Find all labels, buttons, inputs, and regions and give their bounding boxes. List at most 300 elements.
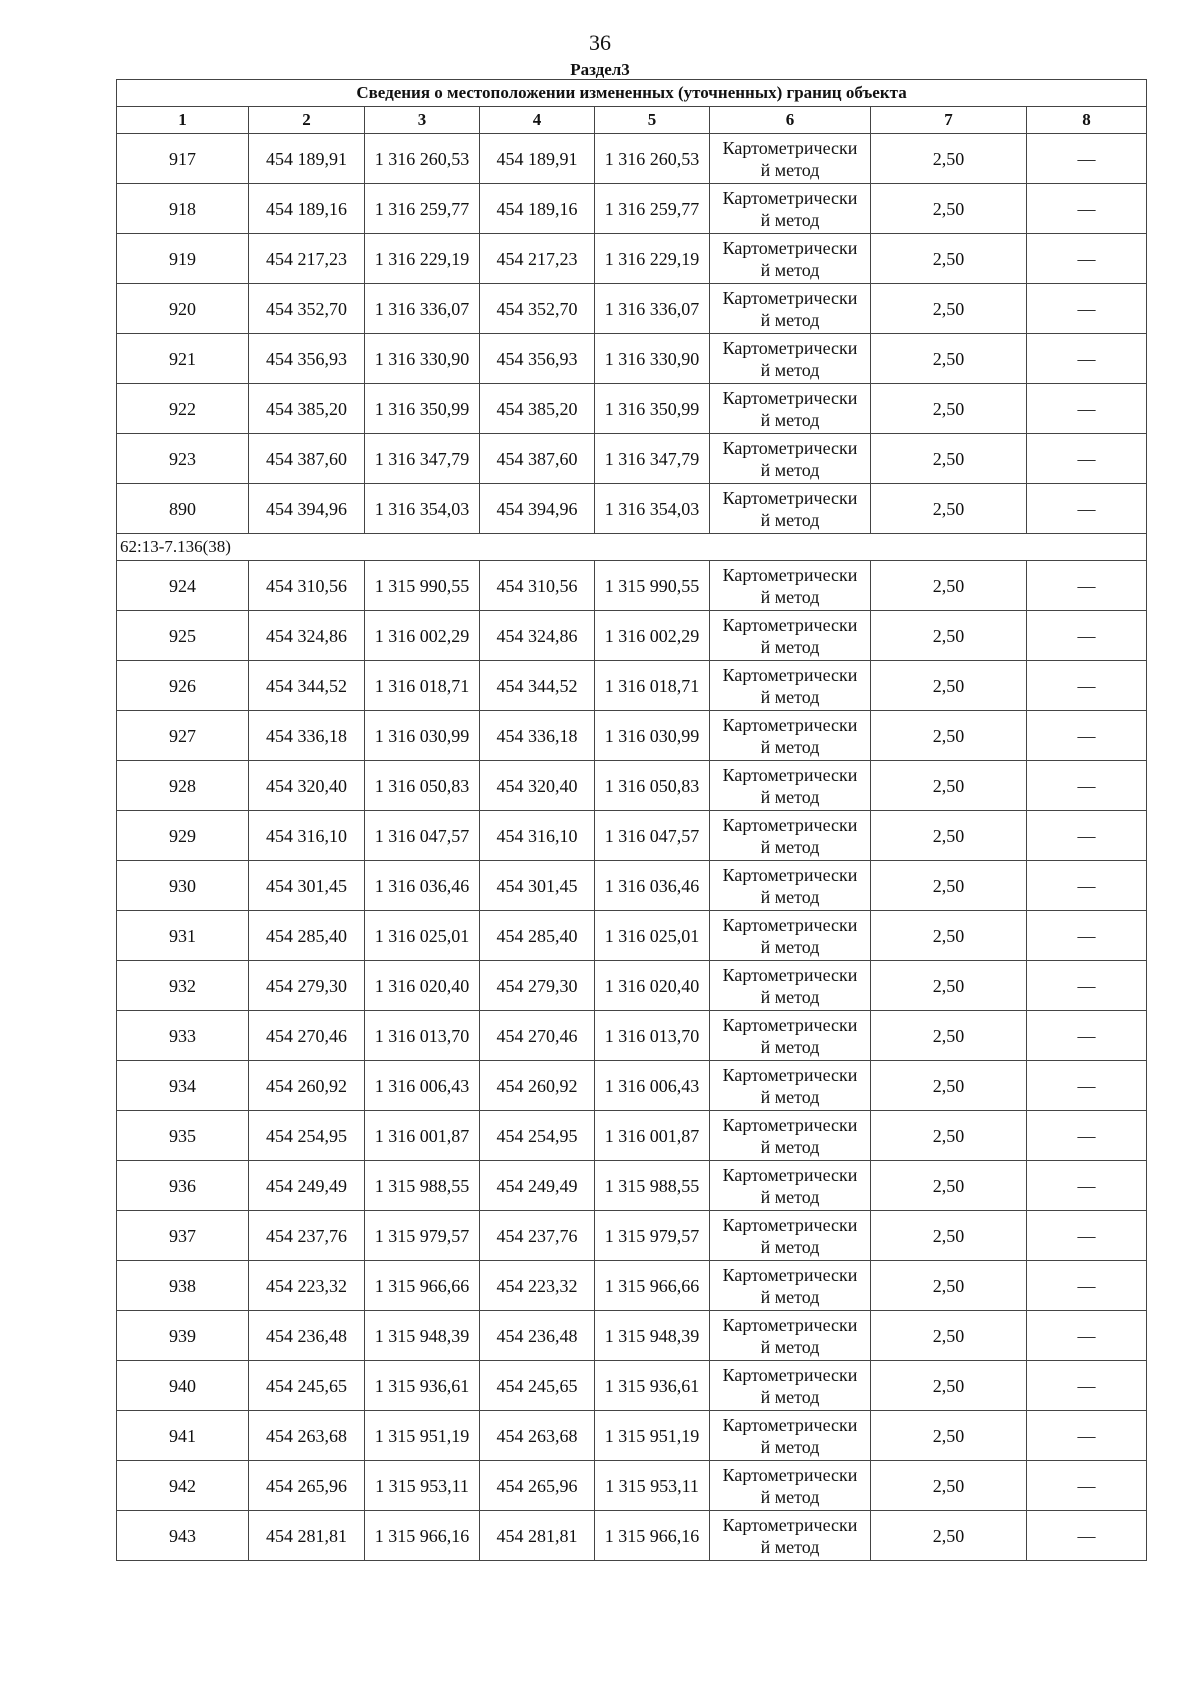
coord-x-cell: 454 217,23 — [480, 234, 595, 284]
method-text-line: й метод — [760, 886, 820, 907]
method-cell — [710, 961, 871, 1011]
coord-x-cell: 454 344,52 — [480, 661, 595, 711]
coord-x-cell: 454 189,16 — [480, 184, 595, 234]
column-8-cell: — — [1027, 711, 1147, 761]
coord-x-cell: 454 301,45 — [480, 861, 595, 911]
method-cell — [710, 1011, 871, 1061]
coord-x-cell: 454 387,60 — [480, 434, 595, 484]
coord-x-cell: 454 279,30 — [480, 961, 595, 1011]
coord-x-cell: 454 320,40 — [249, 761, 365, 811]
point-number-cell: 939 — [117, 1311, 249, 1361]
method-text-line: Картометрически — [722, 1514, 858, 1535]
table-row — [117, 1361, 1147, 1411]
coord-x-cell: 454 352,70 — [480, 284, 595, 334]
coord-y-cell: 1 316 336,07 — [365, 284, 480, 334]
coord-y-cell: 1 315 948,39 — [595, 1311, 710, 1361]
point-number-cell: 943 — [117, 1511, 249, 1561]
point-number-cell: 923 — [117, 434, 249, 484]
point-number-cell: 920 — [117, 284, 249, 334]
method-text-line: Картометрически — [722, 864, 858, 885]
coord-y-cell: 1 316 006,43 — [595, 1061, 710, 1111]
method-text-line: Картометрически — [722, 914, 858, 935]
accuracy-cell: 2,50 — [871, 1311, 1027, 1361]
coord-x-cell: 454 237,76 — [480, 1211, 595, 1261]
coord-y-cell: 1 316 350,99 — [365, 384, 480, 434]
coord-y-cell: 1 316 336,07 — [595, 284, 710, 334]
coord-y-cell: 1 315 966,66 — [365, 1261, 480, 1311]
coord-x-cell: 454 236,48 — [480, 1311, 595, 1361]
coord-y-cell: 1 315 966,66 — [595, 1261, 710, 1311]
method-text-line: Картометрически — [722, 964, 858, 985]
method-text-line: й метод — [760, 586, 820, 607]
coord-y-cell: 1 316 229,19 — [365, 234, 480, 284]
accuracy-cell: 2,50 — [871, 861, 1027, 911]
column-header: 6 — [710, 107, 871, 134]
method-cell — [710, 1061, 871, 1111]
coord-x-cell: 454 394,96 — [480, 484, 595, 534]
coord-y-cell: 1 315 951,19 — [595, 1411, 710, 1461]
coord-x-cell: 454 189,91 — [249, 134, 365, 184]
section-title: Раздел3 — [570, 60, 630, 79]
coord-y-cell: 1 316 330,90 — [365, 334, 480, 384]
method-text-line: Картометрически — [722, 714, 858, 735]
method-cell — [710, 484, 871, 534]
coord-x-cell: 454 254,95 — [249, 1111, 365, 1161]
column-header: 4 — [480, 107, 595, 134]
point-number-cell: 927 — [117, 711, 249, 761]
method-text-line: Картометрически — [722, 337, 858, 358]
method-text-line: Картометрически — [722, 1214, 858, 1235]
coord-y-cell: 1 315 951,19 — [365, 1411, 480, 1461]
column-8-cell: — — [1027, 1161, 1147, 1211]
accuracy-cell: 2,50 — [871, 134, 1027, 184]
point-number-cell: 938 — [117, 1261, 249, 1311]
method-text-line: й метод — [760, 1386, 820, 1407]
accuracy-cell: 2,50 — [871, 1161, 1027, 1211]
coord-x-cell: 454 387,60 — [249, 434, 365, 484]
coord-x-cell: 454 237,76 — [249, 1211, 365, 1261]
method-text-line: й метод — [760, 786, 820, 807]
coord-x-cell: 454 281,81 — [480, 1511, 595, 1561]
method-text-line: й метод — [760, 736, 820, 757]
coord-x-cell: 454 301,45 — [249, 861, 365, 911]
coord-x-cell: 454 385,20 — [249, 384, 365, 434]
method-cell — [710, 561, 871, 611]
coord-x-cell: 454 249,49 — [480, 1161, 595, 1211]
coord-x-cell: 454 281,81 — [249, 1511, 365, 1561]
table-row — [117, 434, 1147, 484]
column-8-cell: — — [1027, 284, 1147, 334]
coord-y-cell: 1 315 990,55 — [595, 561, 710, 611]
method-text-line: й метод — [760, 1136, 820, 1157]
method-text-line: й метод — [760, 159, 820, 180]
coord-y-cell: 1 316 260,53 — [595, 134, 710, 184]
accuracy-cell: 2,50 — [871, 1061, 1027, 1111]
table-row — [117, 384, 1147, 434]
method-text-line: Картометрически — [722, 487, 858, 508]
method-text-line: Картометрически — [722, 1164, 858, 1185]
coord-y-cell: 1 316 047,57 — [595, 811, 710, 861]
method-text-line: Картометрически — [722, 564, 858, 585]
coord-y-cell: 1 315 988,55 — [365, 1161, 480, 1211]
coord-y-cell: 1 316 047,57 — [365, 811, 480, 861]
coord-y-cell: 1 315 936,61 — [365, 1361, 480, 1411]
column-header: 3 — [365, 107, 480, 134]
method-cell — [710, 1511, 871, 1561]
coord-x-cell: 454 316,10 — [480, 811, 595, 861]
coord-y-cell: 1 315 936,61 — [595, 1361, 710, 1411]
method-cell — [710, 1111, 871, 1161]
coord-x-cell: 454 270,46 — [249, 1011, 365, 1061]
point-number-cell: 940 — [117, 1361, 249, 1411]
table-row — [117, 284, 1147, 334]
accuracy-cell: 2,50 — [871, 761, 1027, 811]
accuracy-cell: 2,50 — [871, 911, 1027, 961]
method-text-line: й метод — [760, 636, 820, 657]
coord-y-cell: 1 315 966,16 — [365, 1511, 480, 1561]
coord-y-cell: 1 316 347,79 — [595, 434, 710, 484]
coord-y-cell: 1 315 979,57 — [595, 1211, 710, 1261]
coord-x-cell: 454 336,18 — [249, 711, 365, 761]
method-cell — [710, 1261, 871, 1311]
method-text-line: й метод — [760, 986, 820, 1007]
method-text-line: Картометрически — [722, 187, 858, 208]
column-8-cell: — — [1027, 184, 1147, 234]
column-header-row — [117, 107, 1147, 134]
coord-y-cell: 1 316 050,83 — [365, 761, 480, 811]
table-title: Сведения о местоположении измененных (уточненных) границ объекта — [117, 80, 1147, 107]
method-cell — [710, 1161, 871, 1211]
coord-y-cell: 1 316 259,77 — [595, 184, 710, 234]
accuracy-cell: 2,50 — [871, 1011, 1027, 1061]
method-text-line: й метод — [760, 1086, 820, 1107]
group-label: 62:13-7.136(38) — [117, 534, 1147, 561]
coord-x-cell: 454 285,40 — [480, 911, 595, 961]
method-cell — [710, 861, 871, 911]
coord-x-cell: 454 356,93 — [480, 334, 595, 384]
column-8-cell: — — [1027, 1111, 1147, 1161]
table-row — [117, 484, 1147, 534]
coord-x-cell: 454 394,96 — [249, 484, 365, 534]
coord-x-cell: 454 245,65 — [249, 1361, 365, 1411]
column-8-cell: — — [1027, 1461, 1147, 1511]
accuracy-cell: 2,50 — [871, 1411, 1027, 1461]
method-cell — [710, 384, 871, 434]
coord-x-cell: 454 336,18 — [480, 711, 595, 761]
coord-x-cell: 454 189,91 — [480, 134, 595, 184]
table-row — [117, 711, 1147, 761]
method-text-line: й метод — [760, 1186, 820, 1207]
coord-x-cell: 454 352,70 — [249, 284, 365, 334]
table-row — [117, 611, 1147, 661]
column-header: 5 — [595, 107, 710, 134]
coord-y-cell: 1 316 025,01 — [365, 911, 480, 961]
point-number-cell: 924 — [117, 561, 249, 611]
method-text-line: Картометрически — [722, 1314, 858, 1335]
coord-x-cell: 454 279,30 — [249, 961, 365, 1011]
coord-x-cell: 454 254,95 — [480, 1111, 595, 1161]
accuracy-cell: 2,50 — [871, 284, 1027, 334]
column-8-cell: — — [1027, 761, 1147, 811]
column-8-cell: — — [1027, 811, 1147, 861]
coord-x-cell: 454 356,93 — [249, 334, 365, 384]
coord-y-cell: 1 316 259,77 — [365, 184, 480, 234]
coord-x-cell: 454 265,96 — [480, 1461, 595, 1511]
point-number-cell: 935 — [117, 1111, 249, 1161]
column-header: 7 — [871, 107, 1027, 134]
coord-x-cell: 454 223,32 — [249, 1261, 365, 1311]
table-title-row — [117, 80, 1147, 107]
coord-x-cell: 454 385,20 — [480, 384, 595, 434]
method-cell — [710, 134, 871, 184]
method-text-line: й метод — [760, 459, 820, 480]
coord-x-cell: 454 324,86 — [480, 611, 595, 661]
method-text-line: й метод — [760, 309, 820, 330]
coord-y-cell: 1 315 979,57 — [365, 1211, 480, 1261]
method-text-line: Картометрически — [722, 614, 858, 635]
coord-x-cell: 454 285,40 — [249, 911, 365, 961]
coord-x-cell: 454 263,68 — [480, 1411, 595, 1461]
method-text-line: Картометрически — [722, 1464, 858, 1485]
column-8-cell: — — [1027, 1061, 1147, 1111]
coord-y-cell: 1 316 354,03 — [595, 484, 710, 534]
point-number-cell: 941 — [117, 1411, 249, 1461]
table-row — [117, 234, 1147, 284]
column-8-cell: — — [1027, 1411, 1147, 1461]
method-cell — [710, 434, 871, 484]
coord-y-cell: 1 315 953,11 — [595, 1461, 710, 1511]
accuracy-cell: 2,50 — [871, 384, 1027, 434]
coord-y-cell: 1 316 050,83 — [595, 761, 710, 811]
column-8-cell: — — [1027, 1511, 1147, 1561]
table-row — [117, 334, 1147, 384]
table-row — [117, 661, 1147, 711]
method-text-line: й метод — [760, 1286, 820, 1307]
accuracy-cell: 2,50 — [871, 334, 1027, 384]
table-row — [117, 811, 1147, 861]
method-text-line: Картометрически — [722, 764, 858, 785]
coord-x-cell: 454 310,56 — [480, 561, 595, 611]
column-8-cell: — — [1027, 561, 1147, 611]
method-text-line: й метод — [760, 1336, 820, 1357]
table-row — [117, 1061, 1147, 1111]
method-cell — [710, 1411, 871, 1461]
coord-x-cell: 454 236,48 — [249, 1311, 365, 1361]
coord-y-cell: 1 316 036,46 — [595, 861, 710, 911]
method-text-line: й метод — [760, 209, 820, 230]
coord-y-cell: 1 316 030,99 — [595, 711, 710, 761]
method-text-line: Картометрически — [722, 137, 858, 158]
method-cell — [710, 234, 871, 284]
accuracy-cell: 2,50 — [871, 484, 1027, 534]
point-number-cell: 890 — [117, 484, 249, 534]
table-row — [117, 1011, 1147, 1061]
coord-y-cell: 1 316 030,99 — [365, 711, 480, 761]
method-cell — [710, 811, 871, 861]
coord-y-cell: 1 315 988,55 — [595, 1161, 710, 1211]
point-number-cell: 917 — [117, 134, 249, 184]
column-header: 2 — [249, 107, 365, 134]
coord-x-cell: 454 320,40 — [480, 761, 595, 811]
column-8-cell: — — [1027, 911, 1147, 961]
table-row — [117, 561, 1147, 611]
coord-y-cell: 1 316 006,43 — [365, 1061, 480, 1111]
accuracy-cell: 2,50 — [871, 811, 1027, 861]
coord-x-cell: 454 263,68 — [249, 1411, 365, 1461]
column-header: 8 — [1027, 107, 1147, 134]
accuracy-cell: 2,50 — [871, 611, 1027, 661]
method-text-line: й метод — [760, 1436, 820, 1457]
method-cell — [710, 711, 871, 761]
coord-y-cell: 1 315 990,55 — [365, 561, 480, 611]
method-text-line: Картометрически — [722, 814, 858, 835]
column-8-cell: — — [1027, 484, 1147, 534]
coord-y-cell: 1 316 260,53 — [365, 134, 480, 184]
method-cell — [710, 911, 871, 961]
method-text-line: й метод — [760, 686, 820, 707]
column-8-cell: — — [1027, 861, 1147, 911]
coord-x-cell: 454 245,65 — [480, 1361, 595, 1411]
point-number-cell: 942 — [117, 1461, 249, 1511]
method-text-line: й метод — [760, 359, 820, 380]
table-row — [117, 861, 1147, 911]
method-text-line: й метод — [760, 1536, 820, 1557]
coord-y-cell: 1 316 347,79 — [365, 434, 480, 484]
table-row — [117, 134, 1147, 184]
point-number-cell: 930 — [117, 861, 249, 911]
point-number-cell: 928 — [117, 761, 249, 811]
method-text-line: Картометрически — [722, 387, 858, 408]
method-cell — [710, 611, 871, 661]
table-row — [117, 1161, 1147, 1211]
column-8-cell: — — [1027, 234, 1147, 284]
column-8-cell: — — [1027, 1011, 1147, 1061]
accuracy-cell: 2,50 — [871, 561, 1027, 611]
method-text-line: Картометрически — [722, 1014, 858, 1035]
column-8-cell: — — [1027, 961, 1147, 1011]
page-number: 36 — [589, 30, 611, 55]
point-number-cell: 931 — [117, 911, 249, 961]
method-text-line: й метод — [760, 1486, 820, 1507]
column-8-cell: — — [1027, 334, 1147, 384]
table-row — [117, 1111, 1147, 1161]
table-row — [117, 1461, 1147, 1511]
point-number-cell: 932 — [117, 961, 249, 1011]
method-text-line: Картометрически — [722, 1114, 858, 1135]
accuracy-cell: 2,50 — [871, 1111, 1027, 1161]
method-text-line: й метод — [760, 1036, 820, 1057]
method-text-line: Картометрически — [722, 437, 858, 458]
method-cell — [710, 661, 871, 711]
coord-x-cell: 454 270,46 — [480, 1011, 595, 1061]
method-text-line: Картометрически — [722, 1264, 858, 1285]
accuracy-cell: 2,50 — [871, 184, 1027, 234]
coord-x-cell: 454 344,52 — [249, 661, 365, 711]
coord-x-cell: 454 260,92 — [480, 1061, 595, 1111]
method-text-line: й метод — [760, 509, 820, 530]
table-row — [117, 1311, 1147, 1361]
coord-y-cell: 1 315 948,39 — [365, 1311, 480, 1361]
point-number-cell: 933 — [117, 1011, 249, 1061]
method-text-line: Картометрически — [722, 664, 858, 685]
method-cell — [710, 284, 871, 334]
method-text-line: й метод — [760, 259, 820, 280]
accuracy-cell: 2,50 — [871, 1511, 1027, 1561]
method-text-line: Картометрически — [722, 287, 858, 308]
point-number-cell: 921 — [117, 334, 249, 384]
method-cell — [710, 1361, 871, 1411]
coord-y-cell: 1 316 330,90 — [595, 334, 710, 384]
accuracy-cell: 2,50 — [871, 961, 1027, 1011]
method-text-line: Картометрически — [722, 1364, 858, 1385]
coord-y-cell: 1 316 018,71 — [595, 661, 710, 711]
column-8-cell: — — [1027, 1261, 1147, 1311]
coord-y-cell: 1 316 001,87 — [595, 1111, 710, 1161]
column-8-cell: — — [1027, 434, 1147, 484]
point-number-cell: 918 — [117, 184, 249, 234]
column-header: 1 — [117, 107, 249, 134]
coord-x-cell: 454 310,56 — [249, 561, 365, 611]
point-number-cell: 922 — [117, 384, 249, 434]
coord-y-cell: 1 316 013,70 — [595, 1011, 710, 1061]
method-cell — [710, 1461, 871, 1511]
method-text-line: й метод — [760, 1236, 820, 1257]
method-text-line: Картометрически — [722, 237, 858, 258]
coord-x-cell: 454 260,92 — [249, 1061, 365, 1111]
coord-x-cell: 454 217,23 — [249, 234, 365, 284]
coord-y-cell: 1 315 953,11 — [365, 1461, 480, 1511]
table-row — [117, 761, 1147, 811]
method-text-line: й метод — [760, 409, 820, 430]
method-cell — [710, 184, 871, 234]
point-number-cell: 934 — [117, 1061, 249, 1111]
point-number-cell: 919 — [117, 234, 249, 284]
column-8-cell: — — [1027, 1361, 1147, 1411]
column-8-cell: — — [1027, 1311, 1147, 1361]
accuracy-cell: 2,50 — [871, 661, 1027, 711]
group-label-row — [117, 534, 1147, 561]
coord-x-cell: 454 265,96 — [249, 1461, 365, 1511]
point-number-cell: 926 — [117, 661, 249, 711]
table-row — [117, 1411, 1147, 1461]
coord-x-cell: 454 223,32 — [480, 1261, 595, 1311]
table-row — [117, 184, 1147, 234]
column-8-cell: — — [1027, 384, 1147, 434]
coord-y-cell: 1 316 350,99 — [595, 384, 710, 434]
method-text-line: Картометрически — [722, 1064, 858, 1085]
table-row — [117, 1211, 1147, 1261]
coord-y-cell: 1 315 966,16 — [595, 1511, 710, 1561]
table-body — [117, 80, 1147, 1561]
column-8-cell: — — [1027, 611, 1147, 661]
column-8-cell: — — [1027, 134, 1147, 184]
coordinates-table — [116, 79, 1147, 1561]
coord-y-cell: 1 316 229,19 — [595, 234, 710, 284]
point-number-cell: 936 — [117, 1161, 249, 1211]
method-cell — [710, 334, 871, 384]
coord-y-cell: 1 316 002,29 — [365, 611, 480, 661]
accuracy-cell: 2,50 — [871, 1211, 1027, 1261]
coord-x-cell: 454 316,10 — [249, 811, 365, 861]
coord-y-cell: 1 316 354,03 — [365, 484, 480, 534]
table-row — [117, 961, 1147, 1011]
point-number-cell: 929 — [117, 811, 249, 861]
table-row — [117, 911, 1147, 961]
column-8-cell: — — [1027, 661, 1147, 711]
table-row — [117, 1511, 1147, 1561]
coord-y-cell: 1 316 025,01 — [595, 911, 710, 961]
coord-y-cell: 1 316 036,46 — [365, 861, 480, 911]
